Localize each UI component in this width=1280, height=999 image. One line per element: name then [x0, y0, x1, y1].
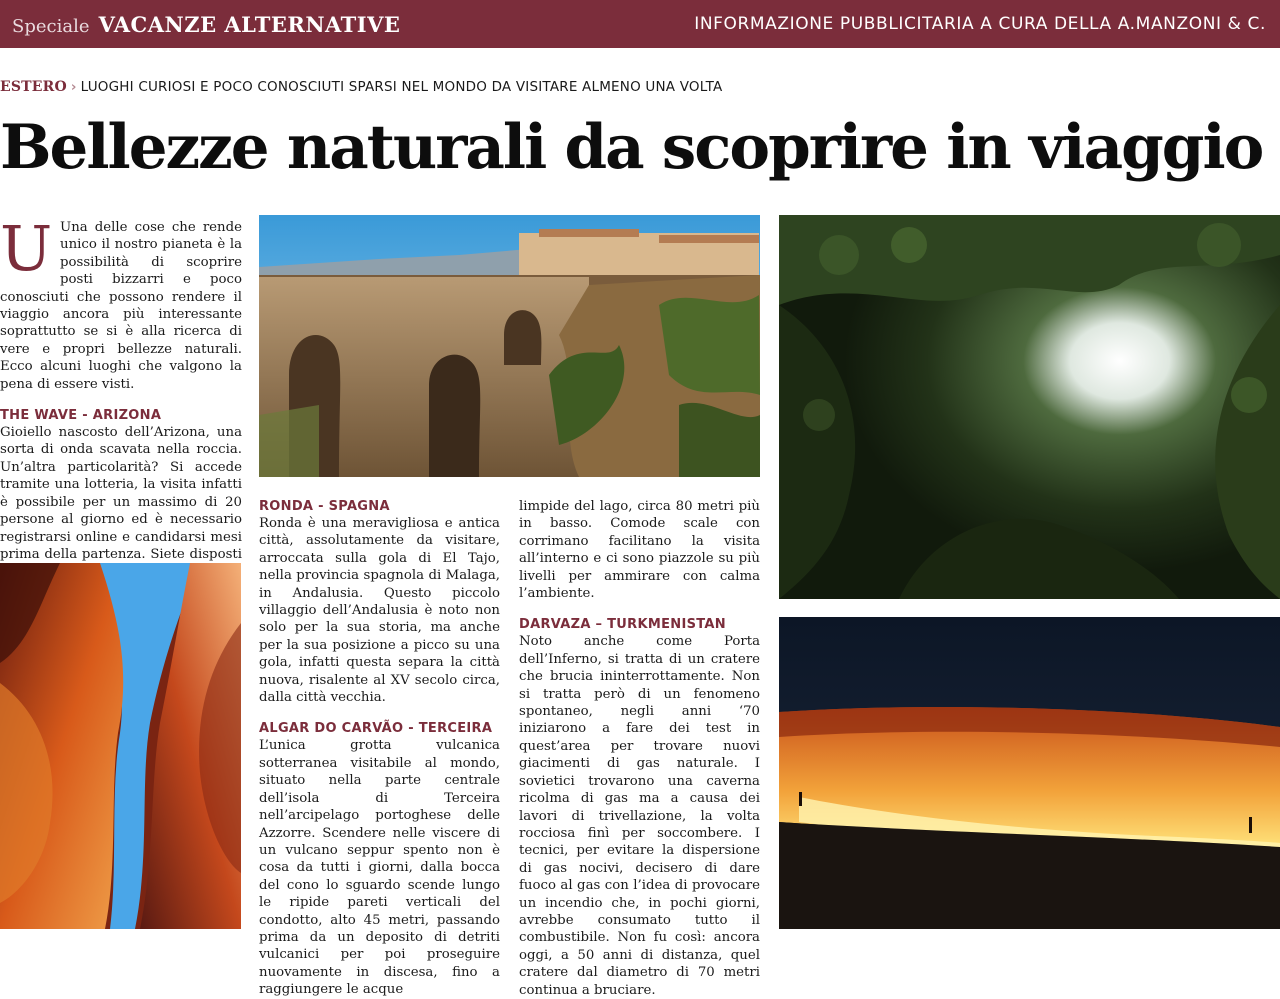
column-1 — [0, 212, 242, 581]
section-text-algar: L’unica grotta vulcanica sotterranea visitabile al mondo, situato nella parte centrale dell’isola di Terceira nell’arcipelago portoghese delle Azzorre. Scendere nelle viscere di un vulcano seppur spento non è cosa da tutti i giorni, dalla bocca del cono lo sguardo scende lungo le ripide pareti verticali del condotto, alto 45 metri, passando prima da un deposito di detriti vulcanici per poi proseguire nuovamente in discesa, fino a raggiungere le acque — [259, 738, 500, 998]
section-title-algar: ALGAR DO CARVÃO - TERCEIRA — [259, 721, 493, 737]
photo-ronda — [259, 215, 760, 477]
drop-cap: U — [0, 212, 53, 285]
kicker-section: ESTERO — [0, 79, 67, 95]
banner-title — [12, 12, 400, 37]
kicker-subtitle: LUOGHI CURIOSI E POCO CONOSCIUTI SPARSI NEL MONDO DA VISITARE ALMENO UNA VOLTA — [80, 79, 723, 95]
photo-darvaza-crater — [779, 617, 1280, 929]
section-text-ronda: Ronda è una meravigliosa e antica città, assolutamente da visitare, arroccata sulla gola di El Tajo, nella provincia spagnola di Malaga, in Andalusia. Questo piccolo villaggio dell’Andalusia è noto non solo per la sua storia, ma anche per la sua posizione a picco su una gola, infatti questa separa la città nuova, risalente al XV secolo circa, dalla città vecchia. — [259, 516, 500, 706]
section-title-ronda: RONDA - SPAGNA — [259, 499, 390, 514]
section-text-darvaza: Noto anche come Porta dell’Inferno, si tratta di un cratere che brucia ininterrottamente. Non si tratta però di un fenomeno spontaneo, negli anni ‘70 iniziarono a fare dei test in quest’area per trovare nuovi giacimenti di gas naturale. I sovietici trovarono una caverna ricolma di gas ma a causa dei lavori di trivellazione, la volta rocciosa finì per soccombere. I tecnici, per evitare la dispersione di gas nocivi, decisero di dare fuoco al gas con l’idea di provocare un incendio che, in pochi giorni, avrebbe consumato tutto il combustibile. Non fu così: ancora oggi, a 50 anni di distanza, quel cratere dal diametro di 70 metri continua a bruciare. — [519, 634, 760, 998]
kicker — [0, 79, 722, 95]
banner-advertising-note: INFORMAZIONE PUBBLICITARIA A CURA DELLA A.MANZONI & C. — [694, 14, 1266, 34]
intro-paragraph: Una delle cose che rende unico il nostro pianeta è la possibilità di scoprire posti bizzarri e poco conosciuti che possono rendere il viaggio ancora più interessante soprattutto se si è alla ricerca di vere e propri bellezze naturali. Ecco alcuni luoghi che valgono la pena di essere visti. — [0, 220, 242, 392]
chevron-right-icon: › — [70, 79, 77, 95]
section-text-algar-continued: limpide del lago, circa 80 metri più in basso. Comode scale con corrimano facilitano la visita all’interno e ci sono piazzole su più livelli per ammirare con calma l’ambiente. — [519, 499, 760, 602]
column-2 — [259, 484, 500, 999]
section-title-darvaza: DARVAZA – TURKMENISTAN — [519, 617, 726, 633]
banner-section-title: VACANZE ALTERNATIVE — [98, 12, 401, 37]
article-headline: Bellezze naturali da scoprire in viaggio — [0, 112, 1263, 183]
section-title-the-wave: THE WAVE - ARIZONA — [0, 408, 162, 424]
column-3 — [519, 498, 760, 999]
banner-speciale: Speciale — [12, 16, 90, 37]
photo-volcanic-cave — [779, 215, 1280, 599]
photo-canyon — [0, 563, 241, 929]
header-banner — [0, 0, 1280, 48]
section-text-the-wave: Gioiello nascosto dell’Arizona, una sorta di onda scavata nella roccia. Un’altra particolarità? Si accede tramite una lotteria, la visita infatti è possibile per un massimo di 20 persone al giorno ed è necessario registrarsi online e candidarsi mesi prima della partenza. Siete disposti — [0, 425, 242, 562]
